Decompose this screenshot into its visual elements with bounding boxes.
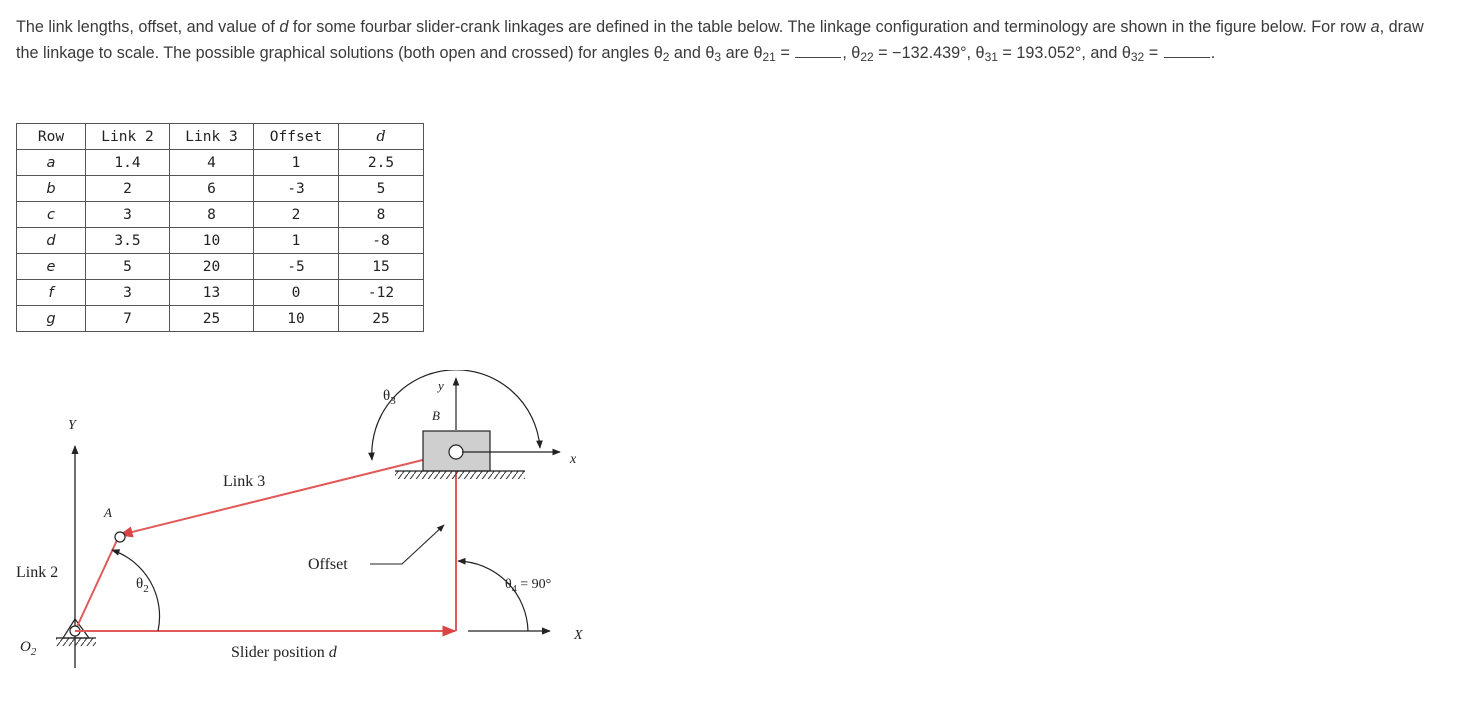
table-row [17,254,424,280]
header-link3: Link 3 [170,124,254,150]
table-cell: -5 [254,254,339,280]
table-cell: 10 [170,228,254,254]
pin-A [115,532,125,542]
table-cell: 0 [254,280,339,306]
answer-blank-theta32[interactable] [1164,43,1210,58]
table-cell: 5 [86,254,170,280]
table-row [17,280,424,306]
theta4-arc [458,561,528,631]
table-cell: 20 [170,254,254,280]
label-x: x [570,452,577,467]
table-row [17,176,424,202]
row-label-cell: c [17,202,86,228]
table-cell: 10 [254,306,339,332]
table-cell: 2.5 [339,150,424,176]
row-label-cell: d [17,228,86,254]
label-theta4: $\theta_4 = 90^\circ$ [505,577,552,595]
table-cell: 3 [86,280,170,306]
header-link2: Link 2 [86,124,170,150]
header-row: Row [17,124,86,150]
table-cell: 3.5 [86,228,170,254]
table-cell: 8 [170,202,254,228]
linkage-figure [0,370,620,690]
table-cell: 13 [170,280,254,306]
problem-statement: The link lengths, offset, and value of d for some fourbar slider-crank linkages are defined in the table below. The linkage configuration and terminology are shown in the figure below. For row a, draw the linkage to scale. The possible graphical solutions (both open and crossed) for angles $\theta_2$ and $\theta_3$ are $\theta_{21}$ = , $\theta_{22} = -132.439^\circ$, $\theta_{31} = 193.052^\circ$, and $\theta_{32}$ = . [16,18,1424,64]
row-label-cell: e [17,254,86,280]
table-cell: 1.4 [86,150,170,176]
table-cell: 7 [86,306,170,332]
table-row [17,306,424,332]
table-cell: -8 [339,228,424,254]
d-symbol: d [279,18,289,36]
table-cell: 8 [339,202,424,228]
link-3 [120,452,455,535]
label-slider-position: Slider position d [231,644,337,661]
row-label-cell: f [17,280,86,306]
table-row [17,150,424,176]
link-2 [75,538,118,631]
slider-ground [395,471,525,479]
label-X: X [574,628,583,643]
row-label-cell: b [17,176,86,202]
header-offset: Offset [254,124,339,150]
label-Y: Y [68,418,76,433]
table-cell: 4 [170,150,254,176]
label-offset: Offset [308,556,348,573]
label-B: B [432,408,440,423]
label-O2: $O_2$ [20,639,37,658]
linkage-table [16,123,424,332]
table-cell: 1 [254,228,339,254]
table-cell: 6 [170,176,254,202]
table-cell: -3 [254,176,339,202]
table-row [17,228,424,254]
table-cell: 2 [254,202,339,228]
label-link2: Link 2 [16,564,59,581]
pin-B [449,445,463,459]
table-cell: 1 [254,150,339,176]
answer-blank-theta21[interactable] [795,43,841,58]
table-cell: 25 [339,306,424,332]
table-cell: 25 [170,306,254,332]
label-link3: Link 3 [223,473,266,490]
row-symbol: a [1370,18,1380,36]
table-cell: 3 [86,202,170,228]
row-label-cell: g [17,306,86,332]
label-A: A [104,505,112,520]
offset-leader-line [370,525,444,564]
table-cell: 5 [339,176,424,202]
table-header-row [17,124,424,150]
label-theta2: $\theta_2$ [136,576,149,595]
table-cell: 15 [339,254,424,280]
table-cell: -12 [339,280,424,306]
label-y: y [438,378,444,393]
header-d: d [339,124,424,150]
table-cell: 2 [86,176,170,202]
row-label-cell: a [17,150,86,176]
table-row [17,202,424,228]
label-theta3: $\theta_3$ [383,388,396,407]
